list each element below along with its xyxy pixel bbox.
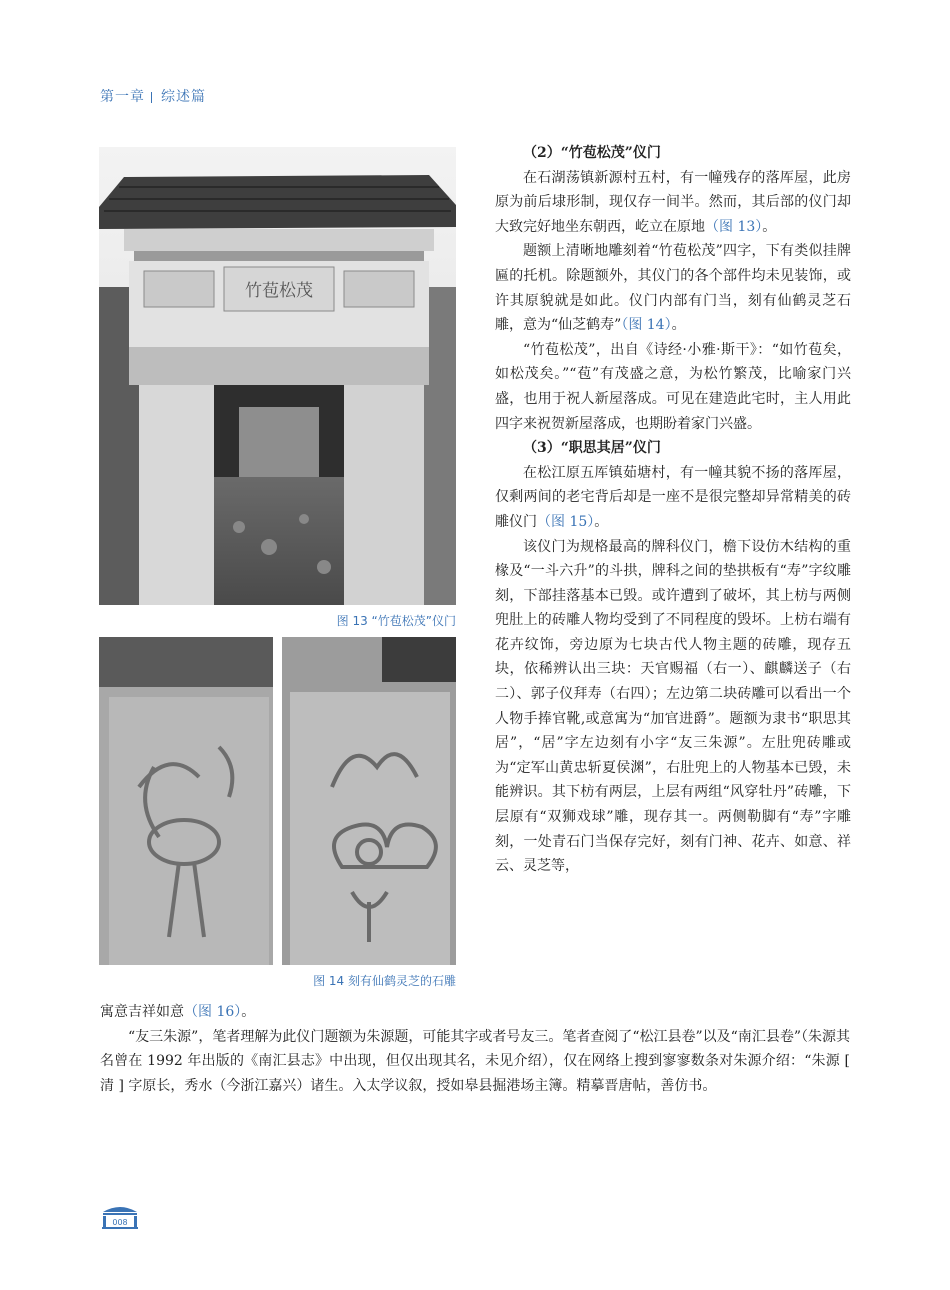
paragraph-5: 该仪门为规格最高的牌科仪门，檐下设仿木结构的重椽及“一斗六升”的斗拱，牌科之间的垫拱板有“寿”字纹雕刻，下部挂落基本已毁。或许遭到了破坏，其上枋与两侧兜肚上的砖雕人物均受到了不同程度的毁坏。上枋右端有花卉纹饰，旁边原为七块古代人物主题的砖雕，现存五块，依稀辨认出三块：天官赐福（右一）、麒麟送子（右二）、郭子仪拜寿（右四）；左边第二块砖雕可以看出一个人物手捧官靴,或意寓为“加官进爵”。题额为隶书“职思其居”，“居”字左边刻有小字“友三朱源”。左肚兜砖雕或为“定军山黄忠斩夏侯渊”，右肚兜上的人物基本已毁，未能辨识。其下枋有两层，上层有两组“风穿牡丹”砖雕，下层原有“双狮戏球”雕，现存其一。两侧勒脚有“寿”字雕刻，一处青石门当保存完好，刻有门神、花卉、如意、祥云、灵芝等， bbox=[495, 538, 851, 875]
paragraph-3: “竹苞松茂”，出自《诗经·小雅·斯干》：“如竹苞矣，如松茂矣。”“苞”有茂盛之意，为松竹繁茂，比喻家门兴盛，也用于祝人新屋落成。可见在建造此宅时，主人用此四字来祝贺新屋落成，也期盼着家门兴盛。 bbox=[495, 341, 851, 432]
section-heading-3: （3）“职思其居”仪门 bbox=[523, 440, 661, 457]
figure-13-photo bbox=[99, 147, 456, 605]
figure-13-caption: 图 13 “竹苞松茂”仪门 bbox=[336, 614, 456, 628]
figure-13-ref[interactable]: （图 13） bbox=[705, 218, 763, 235]
paragraph-2: 题额上清晰地雕刻着“竹苞松茂”四字，下有类似挂牌匾的托机。除题额外，其仪门的各个部件均未见装饰，或许其原貌就是如此。仪门内部有门当，刻有仙鹤灵芝石雕，意为“仙芝鹤寿”（图 14）。 bbox=[495, 243, 851, 334]
figure-16-ref[interactable]: （图 16） bbox=[184, 1004, 242, 1020]
section-heading-2: （2）“竹苞松茂”仪门 bbox=[523, 145, 661, 161]
gate-inscription: 竹苞松茂 bbox=[245, 281, 313, 301]
page-number-emblem bbox=[100, 1204, 140, 1234]
paragraph-4: 在松江原五厍镇茹塘村，有一幢其貌不扬的落厍屋，仅剩两间的老宅背后却是一座不是很完整却异常精美的砖雕仪门（图 15）。 bbox=[495, 464, 851, 530]
header-divider bbox=[151, 92, 152, 103]
right-text-column bbox=[495, 141, 851, 879]
paragraph-1: 在石湖荡镇新源村五村，有一幢残存的落厍屋，此房原为前后埭形制，现仅存一间半。然而，其后部的仪门却大致完好地坐东朝西，屹立在原地（图 13）。 bbox=[495, 169, 851, 235]
figure-14-lingzhi-photo bbox=[282, 637, 456, 965]
page-number: 008 bbox=[112, 1218, 128, 1227]
full-width-text bbox=[100, 1000, 850, 1098]
figure-14-ref[interactable]: （图 14） bbox=[621, 317, 672, 334]
chapter-label: 第一章 bbox=[100, 89, 145, 105]
figure-15-ref[interactable]: （图 15） bbox=[537, 513, 595, 530]
running-header bbox=[100, 86, 206, 106]
paragraph-6: “友三朱源”，笔者理解为此仪门题额为朱源题，可能其字或者号友三。笔者查阅了“松江县卷”以及“南汇县卷”（朱源其名曾在 1992 年出版的《南汇县志》中出现，但仅出现其名，未见介绍），仅在网络上搜到寥寥数条对朱源介绍：“朱源 [ 清 ] 字原长，秀水（今浙江嘉兴）诸生。入太学议叙，授如皋县掘港场主簿。精摹晋唐帖，善仿书。 bbox=[100, 1028, 850, 1094]
figure-14-crane-photo bbox=[99, 637, 273, 965]
figure-14-caption: 图 14 刻有仙鹤灵芝的石雕 bbox=[313, 974, 456, 988]
continuation-line: 寓意吉祥如意（图 16）。 bbox=[100, 1004, 256, 1020]
section-label: 综述篇 bbox=[161, 89, 206, 105]
